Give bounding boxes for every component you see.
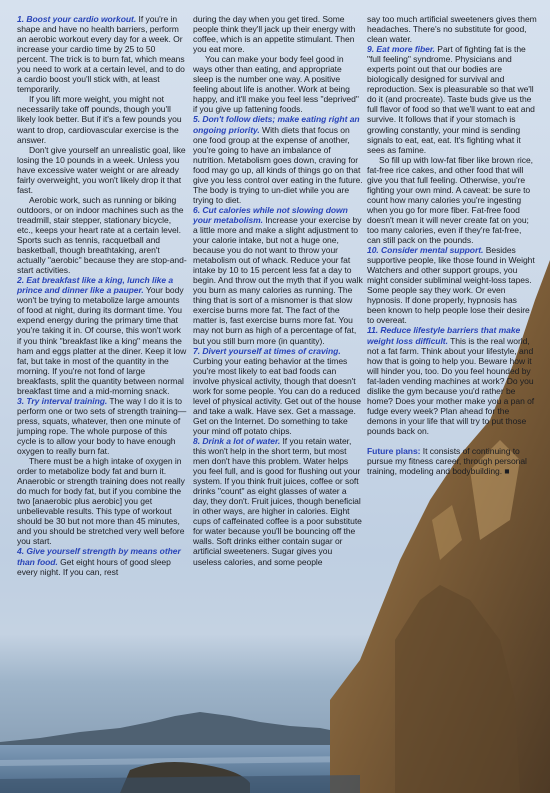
- tip-text: Your body won't be trying to metabolize large amounts of food at night, during its dormant time. You expend energy during the primary time that you're taking it in. Of course, this won't work if you think "breakfast like a king" means the ham and eggs platter at the diner. Keep it low fat, but take in most of the quantity in the morning. If you're not fond of large breakfasts, split the quantity between normal breakfast time and a mid-morning snack.: [17, 285, 187, 396]
- tip-text: Increase your exercise by a little more and make a slight adjustment to your calorie intake, but not a huge one, because you do not want to throw your metabolism out of whack. Reduce your fat intake by 10 to 15 percent less fat a day to begin. And throw out the myth that if you walk you burn as many calories as running. The thing that is sort of a misnomer is that slow exercise burns more fat. The fact of the matter is, fast exercise burns more fat. You may not burn as high of a percentage of fat, but you still burn more (in quantity).: [193, 214, 363, 346]
- tip-heading: 4. Give yourself strength by means other than food.: [17, 546, 181, 567]
- paragraph-text: There must be a high intake of oxygen in order to metabolize body fat and burn it. Anaerobic or strength training does not really do much for body fat, but if you combine the two [anaerobic plus aerobic] you get unbelievable results. This type of workout should be 30 but not more than 45 minutes, and you should be stretched very well before you start.: [17, 456, 185, 547]
- paragraph: [367, 155, 537, 245]
- tip-text: With diets that focus on one food group at the expense of another, you're going to have an imbalance of nutrition. Metabolism goes down, craving for food may go up, all kinds of things go on that give you less control over eating in the future. The body is trying to un-diet while you are trying to diet.: [193, 124, 363, 205]
- paragraph-text: So fill up with low-fat fiber like brown rice, fat-free rice cakes, and other food that will give you that full feeling. Otherwise, you're fighting your own mind. A caveat: be sure to count how many calories you're ingesting when you go for more fiber. Fat-free food doesn't mean it will never create fat on you; too many calories, even if they're fat-free, can still pack on the pounds.: [367, 154, 533, 246]
- tip-heading: 2. Eat breakfast like a king, lunch like a prince and dinner like a pauper.: [17, 275, 174, 296]
- paragraph: [367, 245, 537, 325]
- paragraph: [17, 456, 187, 546]
- paragraph-text: You can make your body feel good in ways other than eating, and appropriate sleep is the number one way. A positive feeling about life is another. Work at being happy, and it'll make you feel less "deprived" if you give up fattening foods.: [193, 54, 359, 115]
- paragraph: [193, 436, 363, 567]
- paragraph: [193, 14, 363, 54]
- paragraph-text: If you lift more weight, you might not necessarily take off pounds, though you'll likely look better. But if it's a few pounds you want to drop, cardiovascular exercise is the answer.: [17, 94, 182, 145]
- paragraph: [367, 325, 537, 436]
- tip-text: If you retain water, this won't help in the short term, but most men don't have this problem. Water helps you feel full, and is good for flushing out your system. If you think fruit juices, coffee or soft drinks "count" as eight glasses of water a day, they don't. Fruit juices, though beneficial in other ways, are higher in calories. Eight cups of caffeinated coffee is a poor substitute for water because you'll be bouncing off the walls. Soft drinks either contain sugar or artificial sweeteners. Sugar gives you useless calories, and some people: [193, 435, 362, 567]
- paragraph: [367, 44, 537, 155]
- paragraph: [17, 195, 187, 275]
- tip-heading: 3. Try interval training.: [17, 395, 108, 406]
- paragraph: [193, 205, 363, 346]
- tip-text: Besides supportive people, like those found in Weight Watchers and other support groups, you might consider subliminal weight-loss tapes. Some people say they work. Or even hypnosis. If done properly, hypnosis has been known to help people lose their desire to overeat.: [367, 245, 535, 326]
- paragraph-text: Don't give yourself an unrealistic goal, like losing the 10 pounds in a week. Unless you have excessive water weight or are already fairly overweight, you won't likely drop it that fast.: [17, 144, 186, 195]
- tip-text: Get eight hours of good sleep every night. If you can, rest: [17, 556, 171, 577]
- tip-text: Curbing your eating behavior at the times you're most likely to eat bad foods can involve physical activity, though that doesn't work for some people. You can do a reduced level of physical activity. Get out of the house and take a walk. Have sex. Get a massage. Get on the Internet. Do something to take your mind off potato chips.: [193, 355, 361, 436]
- article-column-3: [367, 14, 537, 476]
- paragraph-text: say too much artificial sweeteners gives them headaches. There's no substitute for good, clean water.: [367, 14, 537, 45]
- paragraph: [17, 396, 187, 456]
- paragraph: [17, 546, 187, 576]
- tip-text: Part of fighting fat is the "full feeling" syndrome. Physicians and experts point out that our bodies are biologically designed for survival and reproduction. Sex is pleasurable so that we'll do it (and procreate). Taste buds give us the full flavor of food so that we'll want to eat and survive. It follows that if your stomach is growling constantly, your mind is sending signals to eat, eat, eat. It's fighting what it sees as famine.: [367, 44, 535, 155]
- article-column-2: [193, 14, 363, 567]
- paragraph-text: Aerobic work, such as running or biking outdoors, or on indoor machines such as the treadmill, stair stepper, stationary bicycle, etc., keeps your heart rate at a certain level. Sports such as tennis, racquetball and basketball, though breathtaking, aren't actually "aerobic" because they are stop-and-start activities.: [17, 194, 187, 276]
- tip-heading: 11. Reduce lifestyle barriers that make weight loss difficult.: [367, 325, 521, 346]
- tip-heading: 5. Don't follow diets; make eating right an ongoing priority.: [193, 114, 360, 135]
- tip-text: This is the real world, not a fat farm. Think about your lifestyle, and how that is going to help you. Beware how it will hinder you, too. Do you feel hounded by fat-laden vending machines at work? Do you dislike the gym because you'd rather be home? Does your mother make you a pan of fudge every week? Plan ahead for the demons in your life that will try to put those pounds back on.: [367, 335, 535, 436]
- tip-heading: 7. Divert yourself at times of craving.: [193, 345, 341, 356]
- paragraph: [193, 54, 363, 114]
- tip-heading: 10. Consider mental support.: [367, 245, 484, 256]
- tip-heading: 8. Drink a lot of water.: [193, 435, 281, 446]
- paragraph: [17, 14, 187, 94]
- paragraph: [193, 114, 363, 204]
- future-plans-label: Future plans:: [367, 445, 421, 456]
- tip-heading: 6. Cut calories while not slowing down your metabolism.: [193, 204, 348, 225]
- paragraph: [367, 14, 537, 44]
- paragraph: [17, 275, 187, 396]
- paragraph: [193, 346, 363, 436]
- tip-heading: 9. Eat more fiber.: [367, 44, 435, 55]
- tip-text: If you're in shape and have no health barriers, perform an aerobic workout every day for a week. Or increase your cardio time by 25 to 50 percent. The trick is to burn fat, which means you need to work at a certain level, and to do a cardio boost you'll stick with, at least temporarily.: [17, 14, 185, 95]
- tip-heading: 1. Boost your cardio workout.: [17, 14, 137, 24]
- future-plans-text: It consists of continuing to pursue my fitness career, through personal training, modeling and bodybuilding. ■: [367, 445, 527, 477]
- article-column-1: [17, 14, 187, 577]
- future-plans-paragraph: [367, 446, 537, 476]
- paragraph: [17, 94, 187, 144]
- tip-text: The way I do it is to perform one or two sets of strength training—press, squats, whatever, then one minute of jumping rope. The whole purpose of this cycle is to allow your body to have enough oxygen to really burn fat.: [17, 395, 187, 457]
- paragraph: [17, 145, 187, 195]
- paragraph-text: during the day when you get tired. Some people think they'll jack up their energy with coffee, which is an appetite stimulant. Then you eat more.: [193, 14, 356, 55]
